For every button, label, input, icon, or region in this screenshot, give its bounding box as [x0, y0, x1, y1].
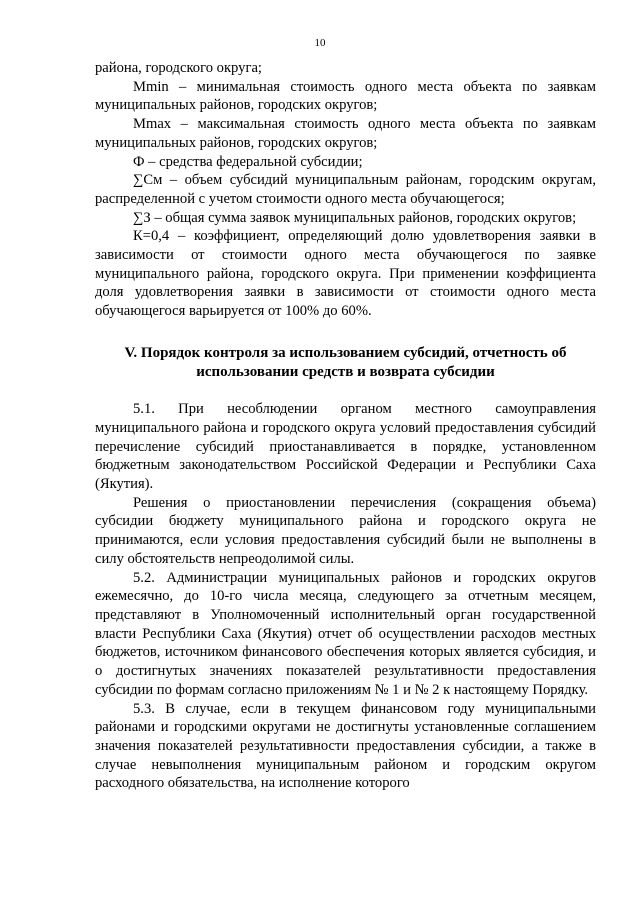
section-heading: V. Порядок контроля за использованием субсидий, отчетность об использовании средств и возврата субсидии	[124, 344, 567, 380]
paragraph-sz-definition: ∑З – общая сумма заявок муниципальных районов, городских округов;	[133, 209, 577, 226]
paragraph-5-1: 5.1. При несоблюдении органом местного самоуправления муниципального района и городского округа условий предоставления субсидий перечисление субсидий приостанавливается в порядке, установленном бюджетным законодательством Российской Федерации и Республики Саха (Якутия).	[95, 401, 596, 493]
paragraph-5-3: 5.3. В случае, если в текущем финансовом году муниципальными районами и городскими округами не достигнуты установленные соглашением значения показателей результативности предоставления субсидии, а также в случае невыполнения муниципальным районом и городским округом расходного обязательства, на исполнение которого	[95, 700, 596, 792]
paragraph-scm-definition: ∑Cм – объем субсидий муниципальным районам, городским округам, распределенной с учетом стоимости одного места обучающегося;	[95, 172, 596, 207]
paragraph-f-definition: Ф – средства федеральной субсидии;	[133, 153, 363, 170]
paragraph-mmin-definition: Mmin – минимальная стоимость одного места объекта по заявкам муниципальных районов, городских округов;	[95, 78, 596, 114]
page-content	[95, 59, 596, 793]
page-number: 10	[314, 37, 326, 49]
paragraph-mmax-definition: Mmax – максимальная стоимость одного места объекта по заявкам муниципальных районов, городских округов;	[95, 116, 596, 151]
paragraph-5-2: 5.2. Администрации муниципальных районов и городских округов ежемесячно, до 10-го числа месяца, следующего за отчетным месяцем, представляют в Уполномоченный исполнительный орган государственной власти Республики Саха (Якутия) отчет об осуществлении расходов местных бюджетов, источником финансового обеспечения которых является субсидия, и о достигнутых значениях показателей результативности предоставления субсидии по формам согласно приложениям № 1 и № 2 к настоящему Порядку.	[95, 569, 596, 698]
paragraph-suspension-decisions: Решения о приостановлении перечисления (сокращения объема) субсидии бюджету муниципального района и городского округа не принимаются, если условия предоставления субсидий были не выполнены в силу обстоятельств непреодолимой силы.	[95, 494, 596, 567]
paragraph-k-definition: К=0,4 – коэффициент, определяющий долю удовлетворения заявки в зависимости от стоимости одного места обучающегося по заявке муниципального района, городского округа. При применении коэффициента доля удовлетворения заявки в зависимости от стоимости одного места обучающегося варьируется от 100% до 60%.	[95, 228, 596, 320]
paragraph-continuation: района, городского округа;	[95, 60, 262, 76]
